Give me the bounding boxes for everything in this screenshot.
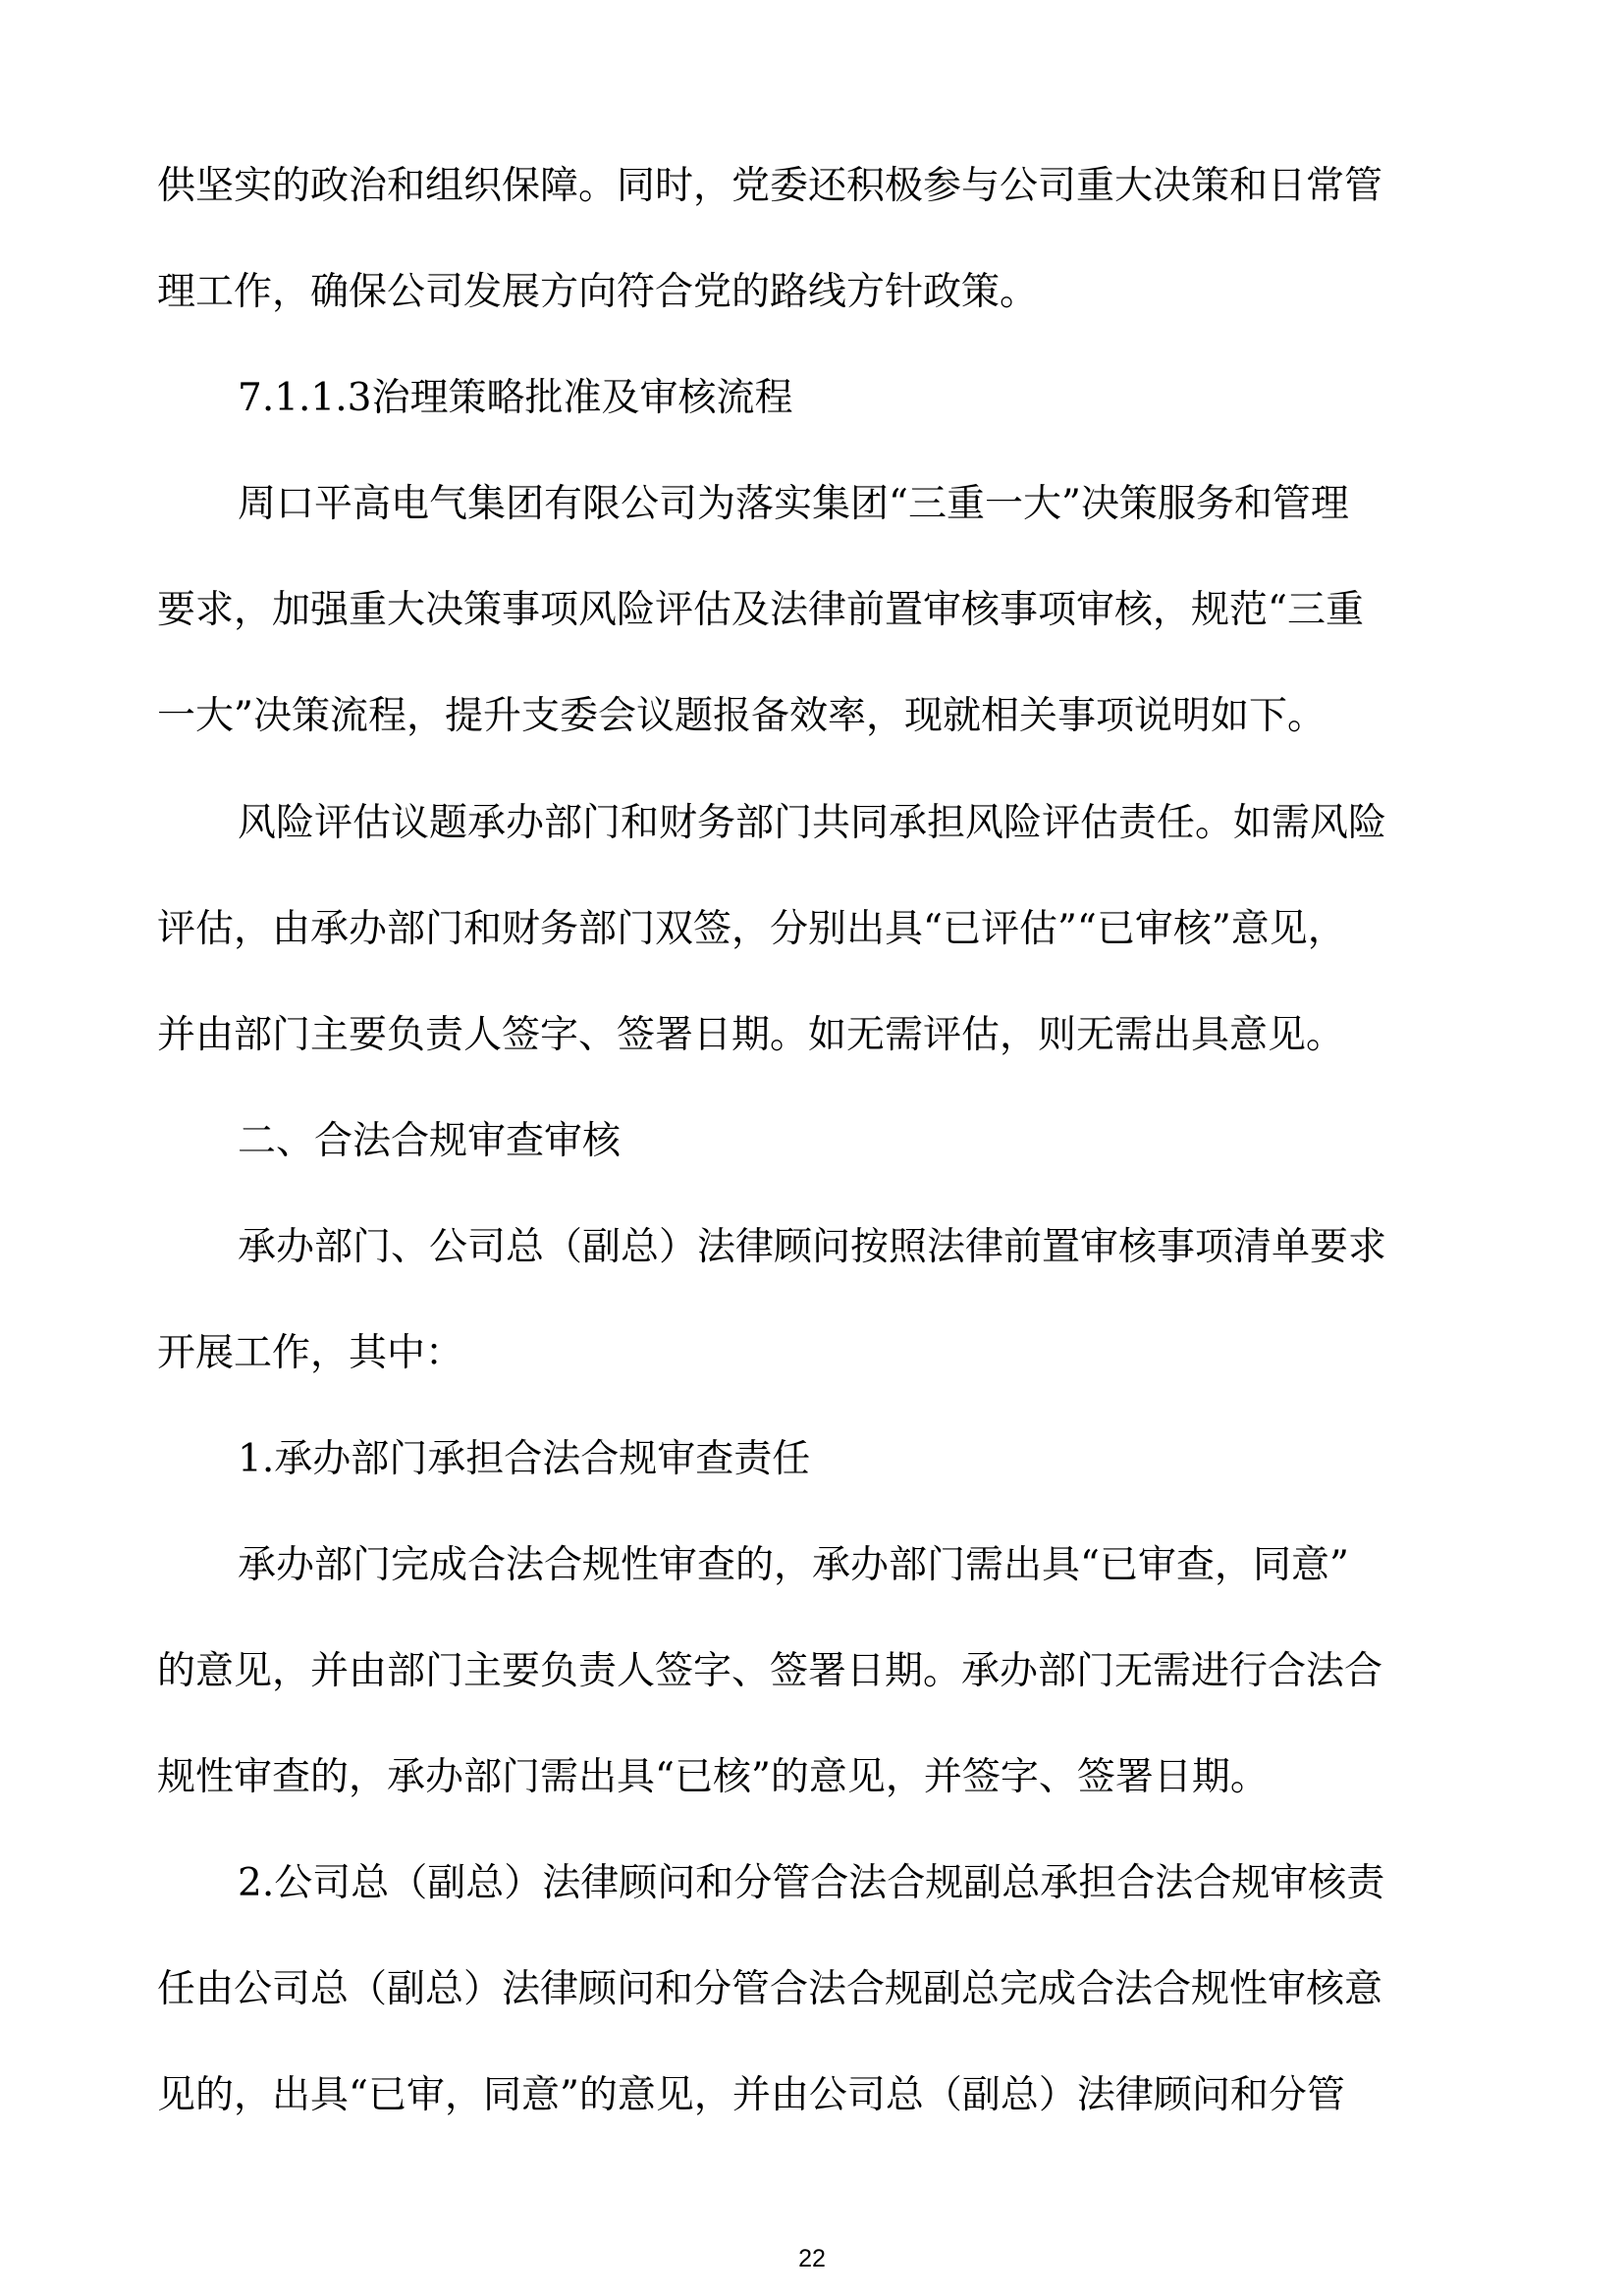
body-text-line: 周口平高电气集团有限公司为落实集团“三重一大”决策服务和管理 — [238, 482, 1349, 526]
body-text-line: 规性审查的，承办部门需出具“已核”的意见，并签字、签署日期。 — [157, 1755, 1269, 1799]
body-text-line: 并由部门主要负责人签字、签署日期。如无需评估，则无需出具意见。 — [157, 1013, 1345, 1057]
body-text-line: 2.公司总（副总）法律顾问和分管合法合规副总承担合法合规审核责 — [238, 1861, 1385, 1905]
body-text-line: 供坚实的政治和组织保障。同时，党委还积极参与公司重大决策和日常管 — [157, 164, 1383, 208]
body-text-line: 见的，出具“已审，同意”的意见，并由公司总（副总）法律顾问和分管 — [157, 2073, 1345, 2117]
body-text-line: 承办部门、公司总（副总）法律顾问按照法律前置审核事项清单要求 — [238, 1225, 1387, 1269]
body-text-line: 理工作，确保公司发展方向符合党的路线方针政策。 — [157, 270, 1039, 314]
body-text-line: 的意见，并由部门主要负责人签字、签署日期。承办部门无需进行合法合 — [157, 1649, 1383, 1693]
body-text-line: 风险评估议题承办部门和财务部门共同承担风险评估责任。如需风险 — [238, 801, 1387, 845]
body-text-line: 评估，由承办部门和财务部门双签，分别出具“已评估”“已审核”意见， — [157, 907, 1346, 951]
body-text-line: 承办部门完成合法合规性审查的，承办部门需出具“已审查，同意” — [238, 1543, 1349, 1587]
body-text-line: 任由公司总（副总）法律顾问和分管合法合规副总完成合法合规性审核意 — [157, 1967, 1383, 2011]
section-heading: 1.承办部门承担合法合规审查责任 — [238, 1437, 811, 1481]
body-text-line: 要求，加强重大决策事项风险评估及法律前置审核事项审核，规范“三重 — [157, 588, 1364, 632]
body-text-line: 一大”决策流程，提升支委会议题报备效率，现就相关事项说明如下。 — [157, 694, 1326, 738]
section-heading: 7.1.1.3治理策略批准及审核流程 — [238, 376, 793, 420]
section-heading: 二、合法合规审查审核 — [238, 1119, 622, 1163]
body-text-line: 开展工作，其中： — [157, 1331, 464, 1375]
page-number: 22 — [798, 2245, 826, 2272]
